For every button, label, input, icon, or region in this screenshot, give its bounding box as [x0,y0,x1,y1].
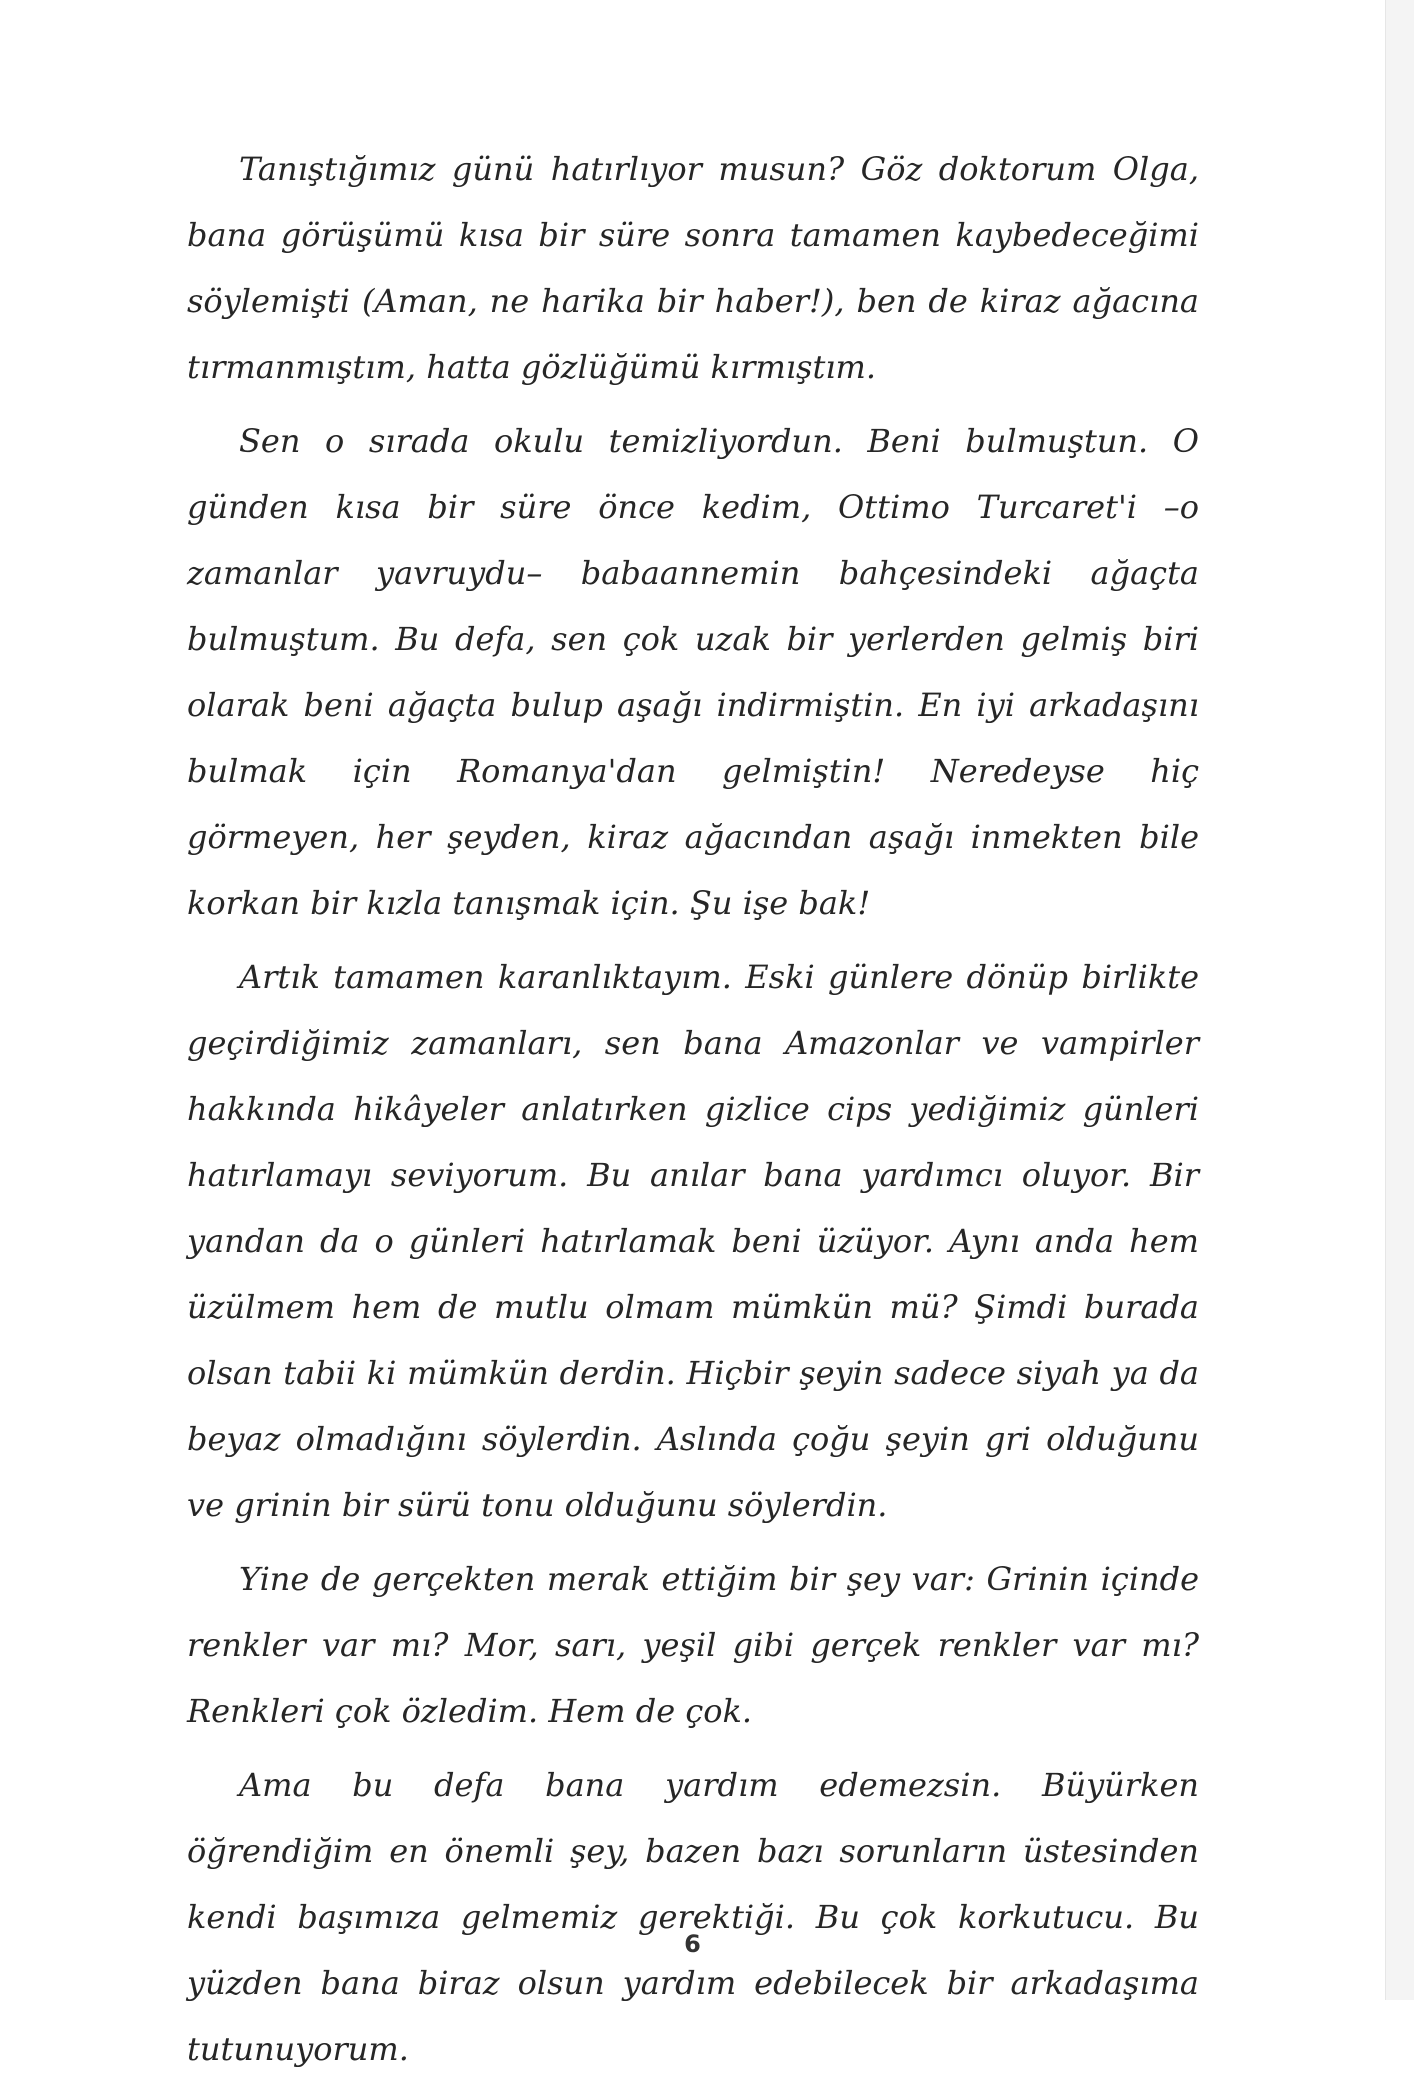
paragraph-4: Yine de gerçekten merak ettiğim bir şey var: Grinin içinde renkler var mı? Mor, sarı, yeşil gibi gerçek renkler var mı? Renkleri çok özledim. Hem de çok. [187,1560,1199,1730]
paragraph-3: Artık tamamen karanlıktayım. Eski günlere dönüp birlikte geçirdiğimiz zamanları, sen bana Amazonlar ve vampirler hakkında hikâyeler anlatırken gizlice cips yediğimiz günleri hatırlamayı seviyorum. Bu anılar bana yardımcı oluyor. Bir yandan da o günleri hatırlamak beni üzüyor. Aynı anda hem üzülmem hem de mutlu olmam mümkün mü? Şimdi burada olsan tabii ki mümkün derdin. Hiçbir şeyin sadece siyah ya da beyaz olmadığını söylerdin. Aslında çoğu şeyin gri olduğunu ve grinin bir sürü tonu olduğunu söylerdin. [187,958,1199,1524]
page-edge [1385,0,1414,2000]
paragraph-5: Ama bu defa bana yardım edemezsin. Büyürken öğrendiğim en önemli şey, bazen bazı sorunların üstesinden kendi başımıza gelmemiz gerektiği. Bu çok korkutucu. Bu yüzden bana biraz olsun yardım edebilecek bir arkadaşıma tutunuyorum. [187,1766,1199,2068]
paragraph-2: Sen o sırada okulu temizliyordun. Beni bulmuştun. O günden kısa bir süre önce kedim, Ottimo Turcaret'i –o zamanlar yavruydu– babaannemin bahçesindeki ağaçta bulmuştum. Bu defa, sen çok uzak bir yerlerden gelmiş biri olarak beni ağaçta bulup aşağı indirmiştin. En iyi arkadaşını bulmak için Romanya'dan gelmiştin! Neredeyse hiç görmeyen, her şeyden, kiraz ağacından aşağı inmekten bile korkan bir kızla tanışmak için. Şu işe bak! [187,422,1199,922]
body-text [187,136,1199,2090]
paragraph-1: Tanıştığımız günü hatırlıyor musun? Göz doktorum Olga, bana görüşümü kısa bir süre sonra tamamen kaybedeceğimi söylemişti (Aman, ne harika bir haber!), ben de kiraz ağacına tırmanmıştım, hatta gözlüğümü kırmıştım. [187,150,1199,386]
page-number: 6 [684,1930,701,1958]
